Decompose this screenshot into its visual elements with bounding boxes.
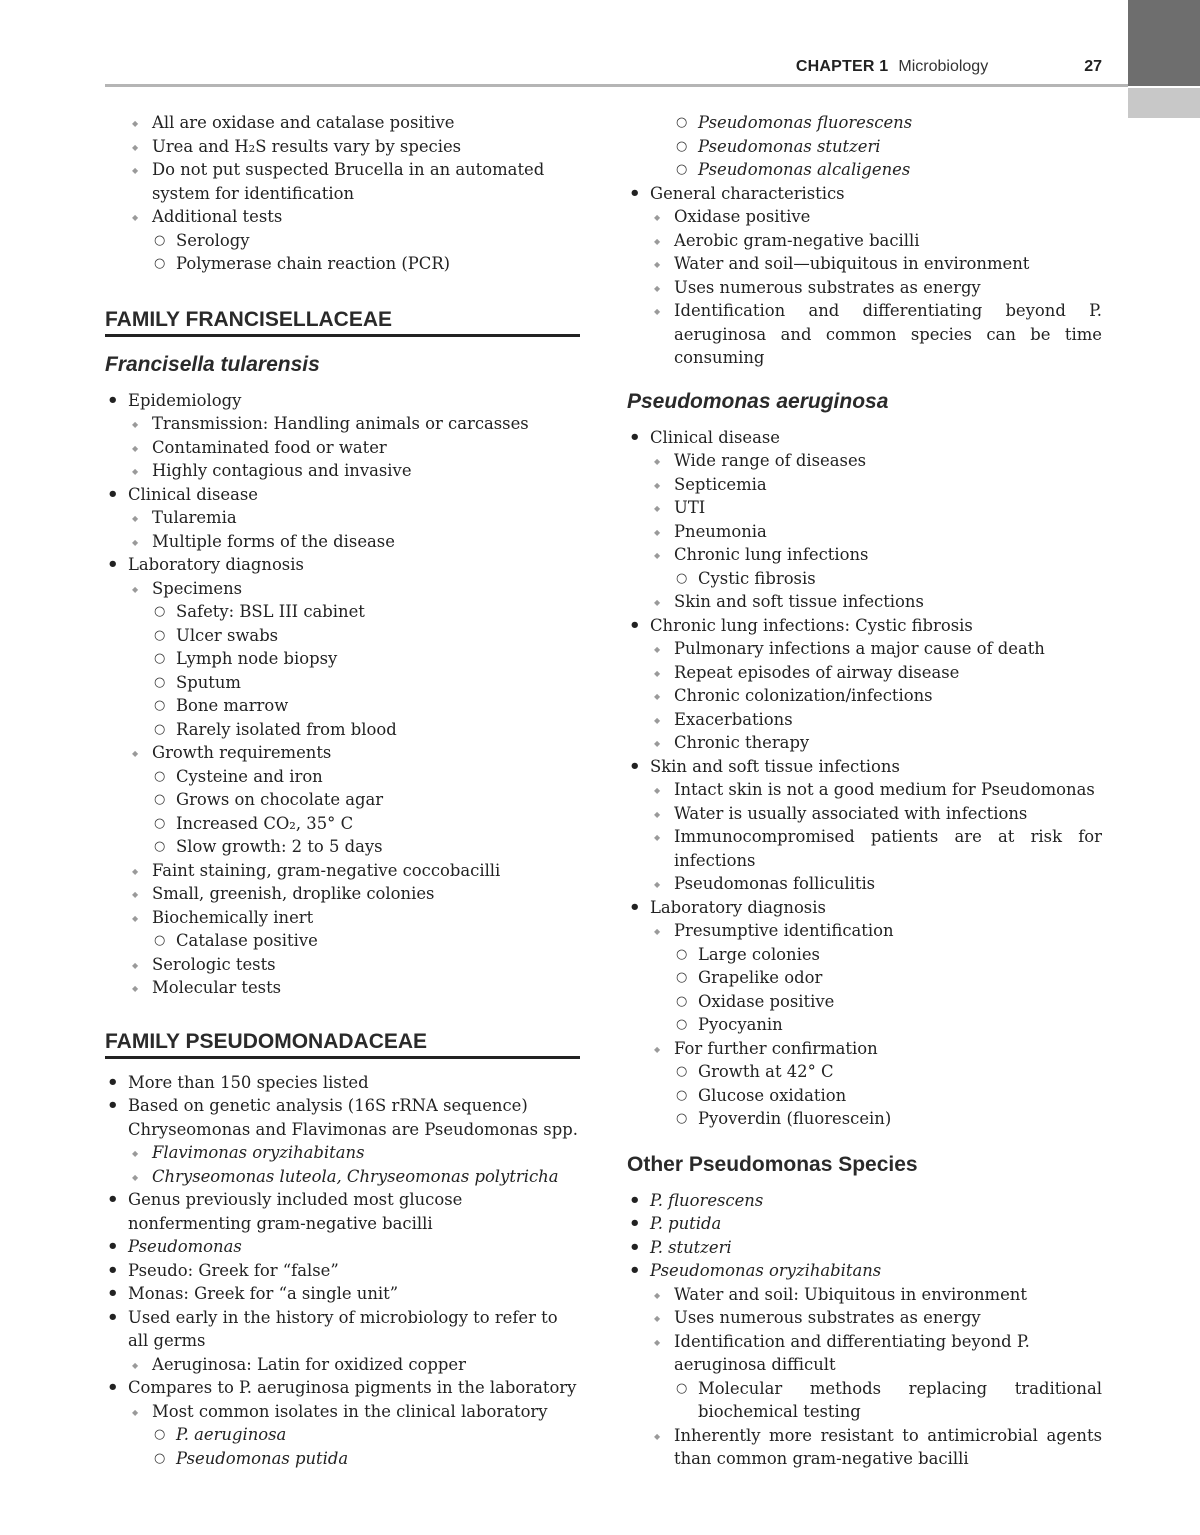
pseudomonadaceae-list	[105, 1071, 580, 1471]
list-item: ◆ All are oxidase and catalase positive	[105, 111, 580, 135]
list-item: ◆ Small, greenish, droplike colonies	[105, 882, 580, 906]
list-item: ◆ Presumptive identification	[627, 919, 1102, 943]
list-item: • Skin and soft tissue infections	[627, 755, 1102, 779]
list-item: ○ Cystic fibrosis	[627, 567, 1102, 591]
left-column	[105, 111, 580, 1470]
list-item: ◆ Faint staining, gram-negative coccobacilli	[105, 859, 580, 883]
list-item: • More than 150 species listed	[105, 1071, 580, 1095]
list-item: ○ Grows on chocolate agar	[105, 788, 580, 812]
list-item: • Compares to P. aeruginosa pigments in the laboratory	[105, 1376, 580, 1400]
list-item: • Laboratory diagnosis	[627, 896, 1102, 920]
page-tab-light	[1128, 88, 1200, 118]
list-item: ◆ Immunocompromised patients are at risk for infections	[627, 825, 1102, 872]
list-item: ◆ Molecular tests	[105, 976, 580, 1000]
section-heading: FAMILY FRANCISELLACEAE	[105, 308, 580, 337]
chapter-label: CHAPTER 1	[795, 58, 889, 75]
list-item: ○ Serology	[105, 229, 580, 253]
list-item: ◆ Oxidase positive	[627, 205, 1102, 229]
list-item: ◆ Transmission: Handling animals or carcasses	[105, 412, 580, 436]
list-item: • Clinical disease	[105, 483, 580, 507]
list-item: ◆ Additional tests	[105, 205, 580, 229]
list-item: ◆ Uses numerous substrates as energy	[627, 276, 1102, 300]
list-item: ◆ For further confirmation	[627, 1037, 1102, 1061]
list-item: ○ Rarely isolated from blood	[105, 718, 580, 742]
list-item: ◆ Exacerbations	[627, 708, 1102, 732]
list-item: ○ Cysteine and iron	[105, 765, 580, 789]
list-item: ○ Sputum	[105, 671, 580, 695]
list-item: ◆ Contaminated food or water	[105, 436, 580, 460]
list-item: ◆ Pseudomonas folliculitis	[627, 872, 1102, 896]
brucella-list	[105, 111, 580, 276]
list-item: • P. fluorescens	[627, 1189, 1102, 1213]
aeruginosa-list	[627, 426, 1102, 1131]
list-item: ○ Catalase positive	[105, 929, 580, 953]
list-item: ◆ Chronic colonization/infections	[627, 684, 1102, 708]
list-item: • Pseudomonas	[105, 1235, 580, 1259]
list-item: ◆ Pneumonia	[627, 520, 1102, 544]
list-item: ◆ Chronic therapy	[627, 731, 1102, 755]
list-item: ◆ Identification and differentiating beyond P. aeruginosa difficult	[627, 1330, 1102, 1377]
list-item: • Based on genetic analysis (16S rRNA sequence) Chryseomonas and Flavimonas are Pseudomonas spp.	[105, 1094, 580, 1141]
list-item: ◆ Most common isolates in the clinical laboratory	[105, 1400, 580, 1424]
list-item: ◆ Identification and differentiating beyond P. aeruginosa and common species can be time consuming	[627, 299, 1102, 370]
list-item: ○ Oxidase positive	[627, 990, 1102, 1014]
list-item: ◆ Water is usually associated with infections	[627, 802, 1102, 826]
list-item: ◆ Chronic lung infections	[627, 543, 1102, 567]
list-item: ◆ Chryseomonas luteola, Chryseomonas polytricha	[105, 1165, 580, 1189]
list-item: ○ Pseudomonas alcaligenes	[627, 158, 1102, 182]
list-item: ○ Slow growth: 2 to 5 days	[105, 835, 580, 859]
list-item: ◆ Aerobic gram-negative bacilli	[627, 229, 1102, 253]
list-item: ○ Grapelike odor	[627, 966, 1102, 990]
list-item: ○ Pseudomonas stutzeri	[627, 135, 1102, 159]
list-item: ○ Ulcer swabs	[105, 624, 580, 648]
list-item: ◆ Do not put suspected Brucella in an automated system for identification	[105, 158, 580, 205]
list-item: ◆ Biochemically inert	[105, 906, 580, 930]
header-rule	[105, 84, 1128, 87]
list-item: ◆ Highly contagious and invasive	[105, 459, 580, 483]
list-item: ◆ Serologic tests	[105, 953, 580, 977]
right-column	[627, 111, 1102, 1471]
list-item: ◆ Inherently more resistant to antimicrobial agents than common gram-negative bacilli	[627, 1424, 1102, 1471]
list-item: ○ Molecular methods replacing traditional biochemical testing	[627, 1377, 1102, 1424]
list-item: ◆ Pulmonary infections a major cause of death	[627, 637, 1102, 661]
francisella-list	[105, 389, 580, 1000]
list-item: ◆ Water and soil: Ubiquitous in environment	[627, 1283, 1102, 1307]
list-item: • Pseudomonas oryzihabitans	[627, 1259, 1102, 1283]
chapter-subject: Microbiology	[898, 58, 989, 75]
list-item: • Pseudo: Greek for “false”	[105, 1259, 580, 1283]
list-item: • Used early in the history of microbiology to refer to all germs	[105, 1306, 580, 1353]
list-item: ○ Glucose oxidation	[627, 1084, 1102, 1108]
list-item: • Clinical disease	[627, 426, 1102, 450]
list-item: ○ Large colonies	[627, 943, 1102, 967]
list-item: ○ P. aeruginosa	[105, 1423, 580, 1447]
list-item: ◆ Skin and soft tissue infections	[627, 590, 1102, 614]
list-item: ◆ Urea and H₂S results vary by species	[105, 135, 580, 159]
list-item: ◆ Tularemia	[105, 506, 580, 530]
list-item: ○ Pseudomonas putida	[105, 1447, 580, 1471]
list-item: ◆ Repeat episodes of airway disease	[627, 661, 1102, 685]
list-item: • Laboratory diagnosis	[105, 553, 580, 577]
other-species-list	[627, 1189, 1102, 1471]
list-item: • P. stutzeri	[627, 1236, 1102, 1260]
list-item: ○ Pyoverdin (fluorescein)	[627, 1107, 1102, 1131]
subsection-heading: Other Pseudomonas Species	[627, 1152, 918, 1176]
page-number: 27	[1084, 58, 1102, 75]
list-item: • Chronic lung infections: Cystic fibrosis	[627, 614, 1102, 638]
page-tab-dark	[1128, 0, 1200, 86]
list-item: ◆ Uses numerous substrates as energy	[627, 1306, 1102, 1330]
pseudomonas-cont-list	[627, 111, 1102, 370]
list-item: • General characteristics	[627, 182, 1102, 206]
subsection-heading: Pseudomonas aeruginosa	[627, 389, 889, 413]
list-item: ◆ UTI	[627, 496, 1102, 520]
list-item: ○ Pyocyanin	[627, 1013, 1102, 1037]
list-item: • Epidemiology	[105, 389, 580, 413]
running-header	[796, 58, 1102, 76]
list-item: ◆ Flavimonas oryzihabitans	[105, 1141, 580, 1165]
list-item: ○ Bone marrow	[105, 694, 580, 718]
list-item: • P. putida	[627, 1212, 1102, 1236]
list-item: ◆ Water and soil—ubiquitous in environment	[627, 252, 1102, 276]
list-item: ◆ Specimens	[105, 577, 580, 601]
list-item: ○ Increased CO₂, 35° C	[105, 812, 580, 836]
list-item: ○ Polymerase chain reaction (PCR)	[105, 252, 580, 276]
list-item: ◆ Intact skin is not a good medium for Pseudomonas	[627, 778, 1102, 802]
list-item: ◆ Wide range of diseases	[627, 449, 1102, 473]
list-item: ○ Lymph node biopsy	[105, 647, 580, 671]
list-item: ○ Growth at 42° C	[627, 1060, 1102, 1084]
list-item: ○ Pseudomonas fluorescens	[627, 111, 1102, 135]
list-item: ○ Safety: BSL III cabinet	[105, 600, 580, 624]
list-item: • Monas: Greek for “a single unit”	[105, 1282, 580, 1306]
list-item: ◆ Multiple forms of the disease	[105, 530, 580, 554]
subsection-heading: Francisella tularensis	[105, 352, 320, 376]
section-heading: FAMILY PSEUDOMONADACEAE	[105, 1030, 580, 1059]
list-item: ◆ Septicemia	[627, 473, 1102, 497]
list-item: ◆ Growth requirements	[105, 741, 580, 765]
list-item: • Genus previously included most glucose nonfermenting gram-negative bacilli	[105, 1188, 580, 1235]
list-item: ◆ Aeruginosa: Latin for oxidized copper	[105, 1353, 580, 1377]
